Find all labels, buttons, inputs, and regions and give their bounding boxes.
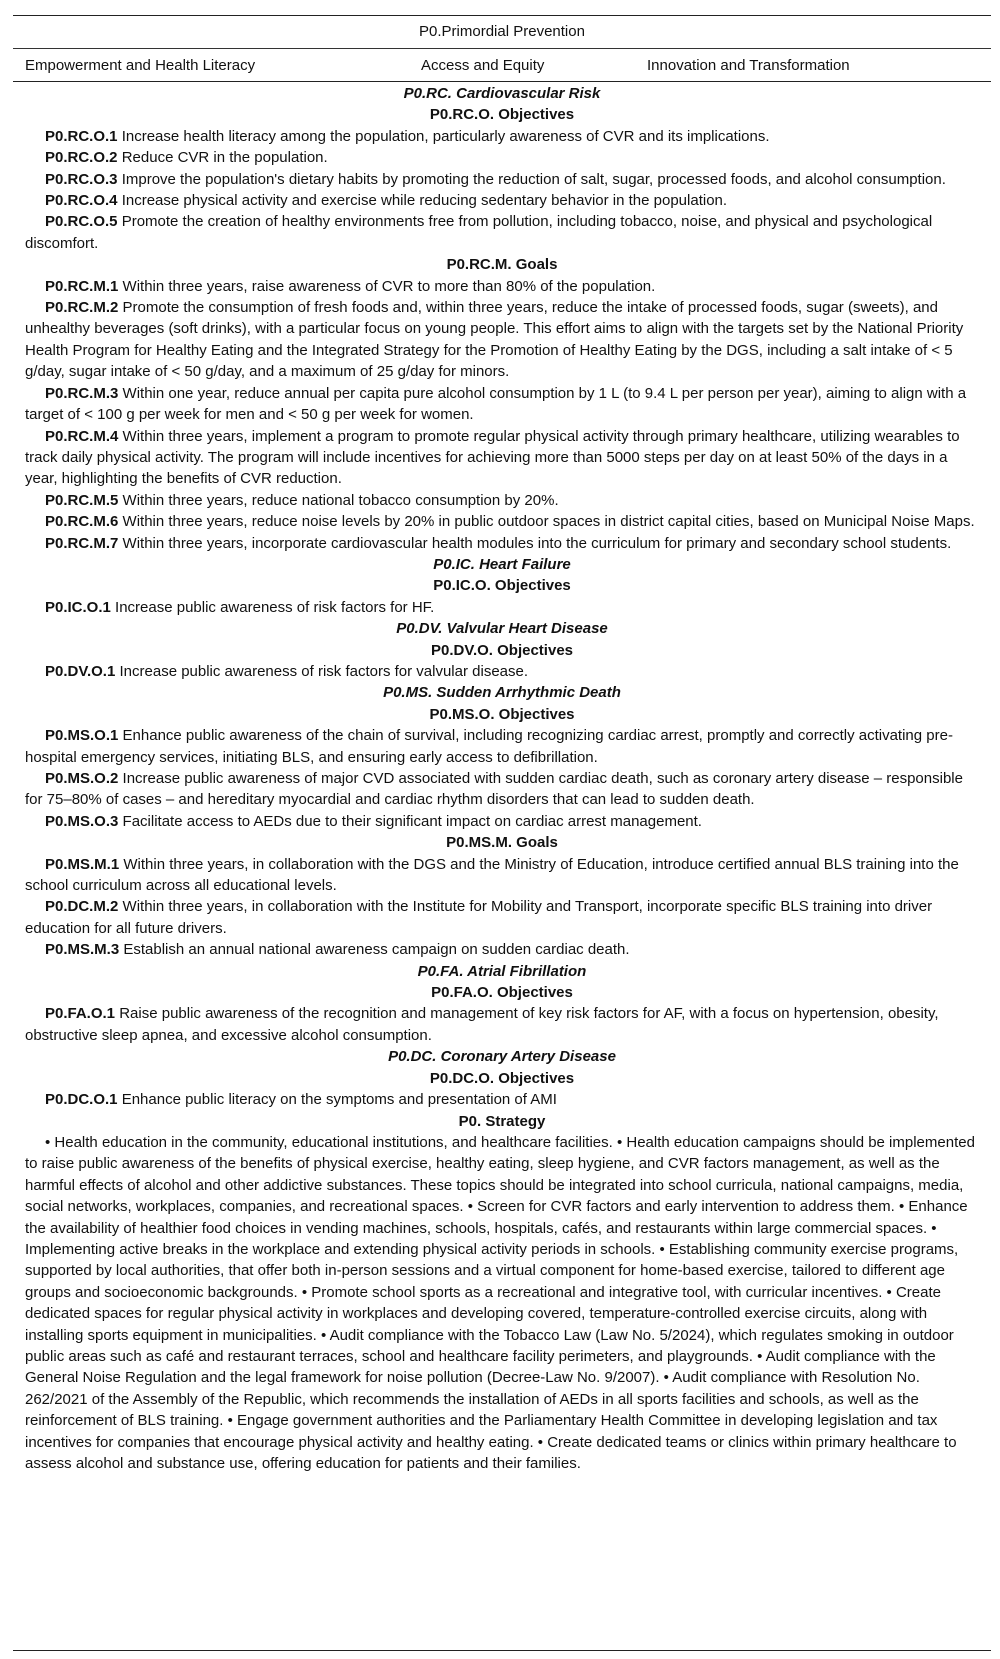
section-title: P0.DV. Valvular Heart Disease (396, 620, 608, 638)
item-code: P0.MS.M.1 (45, 855, 120, 873)
item-text: Raise public awareness of the recognition and management of key risk factors for AF, with a focus on hypertension, obesity, obstructive sleep apnea, and excessive alcohol consumption. (25, 1005, 939, 1044)
item-code: P0.MS.O.2 (45, 770, 119, 787)
group-heading: P0.RC.O. Objectives (429, 106, 575, 124)
group-heading: P0.MS.O. Objectives (429, 705, 575, 723)
item-code: P0.RC.M.1 (45, 277, 119, 295)
list-item (25, 1089, 979, 1110)
list-item (25, 211, 979, 254)
strategy-text: • Health education in the community, educational institutions, and healthcare facilities. • Health education campaigns should be implemented to raise public awareness of the benefits of physical exercise, healthy eating, sleep hygiene, and CVR factors management, as well as the harmful effects of alcohol and other addictive substances. These topics should be integrated into school curricula, national campaigns, media, social networks, workplaces, companies, and recreational spaces. • Screen for CVR factors and early intervention to address them. • Enhance the availability of healthier food choices in vending machines, schools, hospitals, cafés, and restaurants within large commercial spaces. • Implementing active breaks in the workplace and extending physical activity periods in schools. • Establishing community exercise programs, supported by local authorities, that offer both in-person sessions and a virtual component for home-based exercise, tailored to different age groups and socioeconomic backgrounds. • Promote school sports as a recreational and integrative tool, with curricular incentives. • Create dedicated spaces for regular physical activity in workplaces and developing covered, temperature-controlled exercise circuits, along with installing sports equipment in municipalities. • Audit compliance with the Tobacco Law (Law No. 5/2024), which regulates smoking in outdoor public areas such as café and restaurant terraces, school and healthcare facility perimeters, and playgrounds. • Audit compliance with the General Noise Regulation and the legal framework for noise pollution (Decree-Law No. 9/2007). • Audit compliance with Resolution No. 262/2021 of the Assembly of the Republic, which recommends the installation of AEDs in all sports facilities and schools, as well as the reinforcement of BLS training. • Engage government authorities and the Parliamentary Health Committee in developing legislation and tax incentives for companies that encourage physical activity and healthy eating. • Create dedicated teams or clinics within primary healthcare to assess alcohol and substance use, offering education for patients and their families. (25, 1133, 975, 1472)
list-item (25, 597, 979, 618)
item-code: P0.RC.O.2 (45, 149, 118, 167)
item-text: Within one year, reduce annual per capita pure alcohol consumption by 1 L (to 9.4 L per person per year), aiming to align with a target of < 100 g per week for men and < 50 g per week for women. (25, 384, 967, 424)
item-code: P0.IC.O.1 (45, 598, 111, 616)
item-text: Within three years, raise awareness of CVR to more than 80% of the population. (122, 277, 656, 295)
item-code: P0.DV.O.1 (45, 662, 116, 680)
item-text: Increase public awareness of major CVD associated with sudden cardiac death, such as coronary artery disease – responsible for 75–80% of cases – and hereditary myocardial and cardiac rhythm disorders that can lead to sudden death. (25, 770, 963, 809)
bottom-rule (13, 1650, 991, 1651)
item-code: P0.DC.M.2 (45, 898, 119, 916)
item-code: P0.RC.M.4 (45, 427, 119, 445)
column-header-innovation: Innovation and Transformation (647, 57, 850, 74)
list-item (25, 511, 979, 532)
table-body (13, 82, 991, 1474)
item-text: Increase public awareness of risk factors for HF. (115, 598, 435, 616)
list-item (25, 661, 979, 682)
item-text: Within three years, incorporate cardiovascular health modules into the curriculum for primary and secondary school students. (122, 534, 952, 552)
item-text: Promote the consumption of fresh foods and, within three years, reduce the intake of processed foods, sugar (sweets), and unhealthy beverages (soft drinks), with a particular focus on young people. This effort aims to align with the targets set by the National Priority Health Program for Healthy Eating and the Integrated Strategy for the Promotion of Healthy Eating by the DGS, including a salt intake of < 5 g/day, sugar intake of < 50 g/day, and a maximum of 25 g/day for minors. (25, 299, 964, 381)
group-heading: P0.RC.M. Goals (446, 256, 558, 274)
item-text: Increase health literacy among the population, particularly awareness of CVR and its implications. (121, 127, 770, 145)
item-code: P0.RC.O.5 (45, 213, 118, 231)
section-title: P0.DC. Coronary Artery Disease (388, 1048, 616, 1066)
item-text: Facilitate access to AEDs due to their significant impact on cardiac arrest management. (122, 812, 702, 830)
section-title: P0.RC. Cardiovascular Risk (403, 85, 601, 102)
item-text: Increase public awareness of risk factors for valvular disease. (119, 662, 529, 680)
list-item (25, 768, 979, 811)
item-code: P0.RC.O.1 (45, 127, 118, 145)
list-item (25, 811, 979, 832)
list-item (25, 1003, 979, 1046)
item-text: Reduce CVR in the population. (121, 149, 328, 167)
item-code: P0.RC.M.7 (45, 534, 119, 552)
item-code: P0.RC.M.2 (45, 299, 119, 317)
item-code: P0.RC.O.3 (45, 170, 118, 188)
item-text: Promote the creation of healthy environments free from pollution, including tobacco, noise, and physical and psychological discomfort. (25, 213, 933, 252)
item-text: Increase physical activity and exercise while reducing sedentary behavior in the population. (121, 192, 728, 210)
item-text: Within three years, in collaboration with the Institute for Mobility and Transport, incorporate specific BLS training into driver education for all future drivers. (25, 898, 933, 937)
item-code: P0.RC.M.3 (45, 384, 119, 402)
section-title: P0.FA. Atrial Fibrillation (417, 962, 587, 980)
list-item (25, 190, 979, 211)
item-code: P0.RC.M.6 (45, 513, 119, 531)
section-title: P0.IC. Heart Failure (433, 555, 571, 573)
list-item (25, 297, 979, 383)
group-heading: P0.MS.M. Goals (446, 834, 558, 852)
list-item (25, 169, 979, 190)
column-header-empowerment: Empowerment and Health Literacy (25, 57, 256, 74)
list-item (25, 896, 979, 939)
item-code: P0.RC.M.5 (45, 491, 119, 509)
list-item (25, 276, 979, 297)
item-text: Improve the population's dietary habits by promoting the reduction of salt, sugar, processed foods, and alcohol consumption. (121, 170, 946, 188)
item-text: Within three years, implement a program to promote regular physical activity through primary healthcare, utilizing wearables to track daily physical activity. The program will include incentives for achieving more than 5000 steps per day on at least 50% of the days in a year, highlighting the benefits of CVR reduction. (25, 427, 960, 488)
group-heading: P0.FA.O. Objectives (431, 984, 573, 1002)
list-item (25, 939, 979, 960)
group-heading: P0.DC.O. Objectives (429, 1069, 575, 1087)
list-item (25, 426, 979, 490)
item-code: P0.RC.O.4 (45, 192, 118, 210)
list-item (25, 147, 979, 168)
list-item (25, 533, 979, 554)
list-item (25, 854, 979, 897)
item-code: P0.MS.O.3 (45, 812, 119, 830)
list-item (25, 725, 979, 768)
column-headers (13, 49, 991, 81)
item-text: Within three years, reduce noise levels by 20% in public outdoor spaces in district capital cities, based on Municipal Noise Maps. (122, 513, 975, 531)
list-item (25, 490, 979, 511)
prevention-table (13, 15, 991, 1474)
list-item (25, 126, 979, 147)
table-title: P0.Primordial Prevention (419, 23, 585, 40)
section-title: P0.MS. Sudden Arrhythmic Death (383, 684, 621, 702)
group-heading: P0.IC.O. Objectives (433, 577, 571, 595)
item-text: Enhance public awareness of the chain of survival, including recognizing cardiac arrest, promptly and correctly activating pre-hospital emergency services, initiating BLS, and ensuring early access to defibrillation. (25, 727, 953, 766)
list-item (25, 383, 979, 426)
item-code: P0.FA.O.1 (45, 1005, 116, 1023)
group-heading: P0.DV.O. Objectives (430, 641, 574, 659)
item-text: Within three years, reduce national tobacco consumption by 20%. (122, 491, 559, 509)
item-text: Within three years, in collaboration with the DGS and the Ministry of Education, introduce certified annual BLS training into the school curriculum across all educational levels. (25, 855, 959, 895)
item-code: P0.DC.O.1 (45, 1091, 118, 1109)
item-text: Enhance public literacy on the symptoms and presentation of AMI (121, 1091, 557, 1109)
column-header-access: Access and Equity (421, 57, 545, 74)
item-code: P0.MS.M.3 (45, 941, 120, 959)
item-code: P0.MS.O.1 (45, 727, 119, 745)
item-text: Establish an annual national awareness campaign on sudden cardiac death. (123, 941, 630, 959)
strategy-heading: P0. Strategy (458, 1112, 546, 1130)
